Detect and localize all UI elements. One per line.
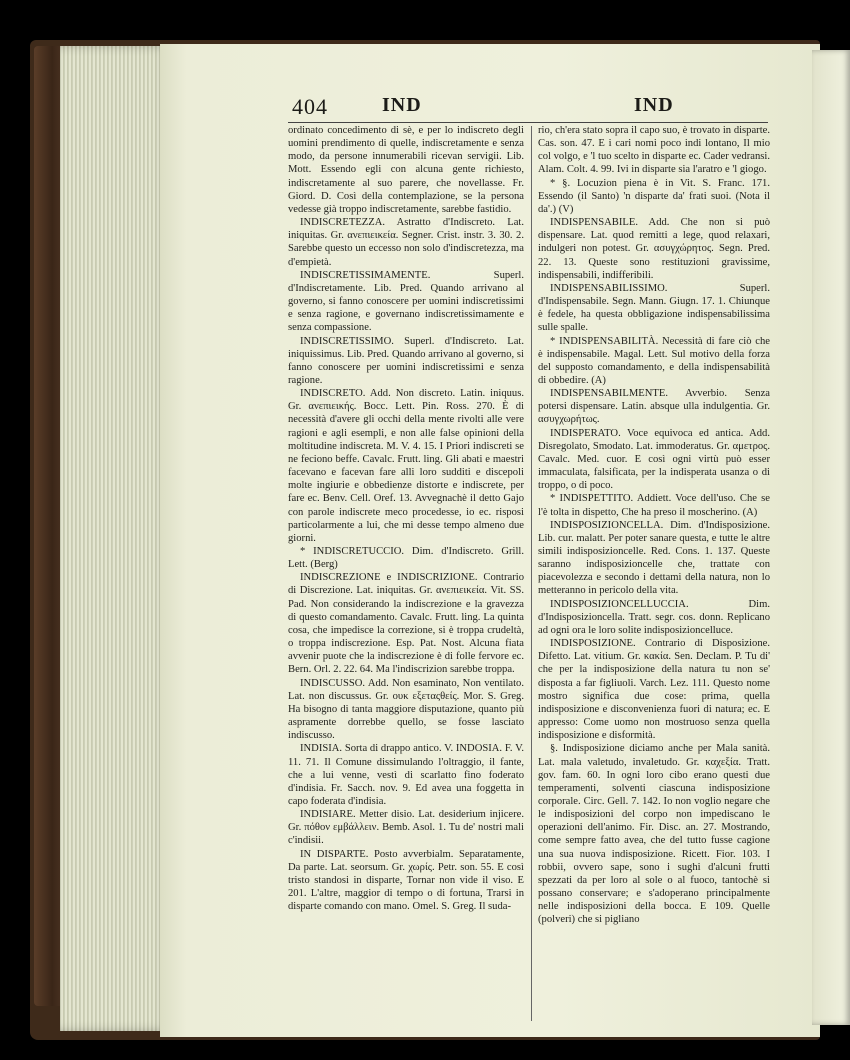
left-column	[288, 124, 524, 1024]
dictionary-entry: INDISCREZIONE e INDISCRIZIONE. Contrario di Discrezione. Lat. iniquitas. Gr. ανεπιεικεία. Vit. SS. Pad. Non considerando la indiscrezione e la gravezza di questo comandamento. Cavalc. Frutt. ling. La quinta cosa, che impedisce la correzione, si è troppa crudeltà, o troppa indiscrezione. Esp. Pat. Nost. Alcuna fiata avvenir puote che la indiscrezione è di folle fervore ec. Bern. Orl. 2. 22. 64. Ma l'indiscrizion sarebbe troppa.	[288, 572, 524, 676]
dictionary-entry: INDISPOSIZIONCELLA. Dim. d'Indisposizione. Lib. cur. malatt. Per poter sanare questa, e tutte le altre simili indisposizioncelle. Red. Cons. 1. 137. Queste saranno indisposizioncelle che, trattate con piacevolezza e secondo i dettami della natura, non lo metteranno in pericolo della vita.	[538, 519, 770, 597]
dictionary-entry: INDISPOSIZIONE. Contrario di Disposizione. Difetto. Lat. vitium. Gr. κακία. Sen. Declam. P. Tu di' che per la indisposizione della natura tu non se' disposta a far figliuoli. Varch. Lez. 111. Questo nome mostro significa due cose: prima, quella indisposizione e disconvenienza fuori di natura; ec. E appresso: Come uomo non mostruoso senza quella indisposizione e disformità.	[538, 638, 770, 742]
page-number: 404	[292, 94, 328, 119]
dictionary-entry: * INDISPETTITO. Addiett. Voce dell'uso. Che se l'è tolta in dispetto, Che ha preso il moscherino. (A)	[538, 493, 770, 518]
dictionary-entry: INDISPENSABILISSIMO. Superl. d'Indispensabile. Segn. Mann. Giugn. 17. 1. Chiunque è fedele, ha questa obbligazione indispensabilissima sulle spalle.	[538, 282, 770, 334]
running-head-left: IND	[382, 94, 422, 116]
dictionary-entry: INDISIARE. Metter disio. Lat. desiderium injicere. Gr. πόθον εμβάλλειν. Bemb. Asol. 1. Tu de' nostri mali c'indisii.	[288, 809, 524, 847]
running-head-right: IND	[634, 94, 674, 116]
header-rule	[288, 122, 768, 123]
dictionary-entry: INDISCUSSO. Add. Non esaminato, Non ventilato. Lat. non discussus. Gr. ουκ εξεταςθείς. Mor. S. Greg. Ha bisogno di tanta maggiore disputazione, quanto più aspramente dorrebbe quello, se fosse lasciato indiscusso.	[288, 677, 524, 742]
dictionary-entry: INDISPOSIZIONCELLUCCIA. Dim. d'Indisposizioncella. Tratt. segr. cos. donn. Replicano ad ogni ora le loro solite indisposizioncelluce.	[538, 598, 770, 636]
dictionary-entry: ordinato concedimento di sè, e per lo indiscreto degli uomini prendimento di quelle, indiscretamente e senza modo, da persone innumerabili ricevan servigii. Lib. Mott. Essendo egli con alcuna gente richiesto, indiscretamente al suo parere, che novellasse. Fr. Giord. D. Così della contemplazione, se la persona vedesse già troppo indiscretamente, sarebbe fastidio.	[288, 125, 524, 215]
right-column	[538, 124, 770, 1024]
dictionary-entry: IN DISPARTE. Posto avverbialm. Separatamente, Da parte. Lat. seorsum. Gr. χωρίς. Petr. son. 55. E così tristo standosi in disparte, Tornar non vide il viso. E 201. L'altre, maggior di tempo o di fortuna, Trarsi in disparte comando con mano. Omel. S. Greg. Il suda-	[288, 848, 524, 913]
dictionary-entry: INDISIA. Sorta di drappo antico. V. INDOSIA. F. V. 11. 71. Il Comune dissimulando l'oltraggio, il fante, che a lui venne, vestì di scarlatto fino foderato d'indisia. Fr. Sacch. nov. 9. Ed avea una foggetta in capo foderata d'indisia.	[288, 743, 524, 807]
dictionary-entry: INDISPENSABILMENTE. Avverbio. Senza potersi dispensare. Latin. absque ulla indulgentia. Gr. ασυγχωρήτως.	[538, 388, 770, 426]
dictionary-entry: INDISCRETEZZA. Astratto d'Indiscreto. Lat. iniquitas. Gr. ανεπιεικεία. Segner. Crist. instr. 3. 30. 2. Sarebbe questo un eccesso non solo d'indiscretezza, ma d'empietà.	[288, 217, 524, 268]
facing-page-edge	[812, 50, 850, 1025]
dictionary-entry: rio, ch'era stato sopra il capo suo, è trovato in disparte. Cas. son. 47. E i cari nomi poco indi lontano, Il mio col volgo, e 'l tuo scelto in disparte ec. Cader vedransi. Alam. Colt. 4. 99. Ivi in disparte sia l'aratro e 'l giogo.	[538, 125, 770, 176]
dictionary-entry: §. Indisposizione diciamo anche per Mala sanità. Lat. mala valetudo, invaletudo. Gr. καχεξία. Tratt. gov. fam. 60. In ogni loro cibo erano questi due temperamenti, solventi ciascuna indisposizione corporale. Circ. Gell. 7. 142. Io non voglio negare che le indisposizioni del corpo non impediscano le operazioni dell'animo. Fir. Disc. an. 27. Mostrando, come sempre fatto avea, che del tutto fusse cagione una sua nuova indisposizione. Ricett. Fior. 103. I robbii, ovvero sape, sono i sughi d'alcuni frutti spezzati da per loro al sole o al fuoco, tantochè si possano conservare; e s'adoperano principalmente nelle indisposizioni della bocca. E 109. Quelle (polveri) che si pigliano	[538, 743, 770, 926]
column-divider	[531, 126, 532, 1021]
dictionary-entry: INDISCRETO. Add. Non discreto. Latin. iniquus. Gr. ανεπιεικής. Bocc. Lett. Pin. Ross. 270. È di necessità d'avere gli occhi della mente rivolti alle vere ragioni e agli esempli, e non alle false opinioni della moltitudine indiscreta. M. V. 4. 15. I Priori indiscreti se ne feciono beffe. Cavalc. Frutt. ling. Gli abati e maestri facevano e facevan fare alli loro sudditi e discepoli molte ingiurie e obbedienze distorte e indiscrete, per fare ec. Benv. Cell. Oref. 13. Avvegnachè il detto Gajo con parole indiscrete meco procedesse, io ec. risposi particolarmente a lui, che mi desse tempo almeno due giorni.	[288, 388, 524, 544]
dictionary-entry: INDISCRETISSIMAMENTE. Superl. d'Indiscretamente. Lib. Pred. Quando arrivano al governo, si fanno conoscere per uomini indiscretissimi e senza ragione, e governano indiscretissimamente e senza compassione.	[288, 269, 524, 334]
dictionary-entry: INDISPERATO. Voce equivoca ed antica. Add. Disregolato, Smodato. Lat. immoderatus. Gr. αμετρος. Cavalc. Med. cuor. E così ogni virtù può esser immaculata, falsificata, per la indisperata usanza o di troppo, o di poco.	[538, 427, 770, 492]
page-block-edges	[60, 46, 170, 1031]
dictionary-entry: * §. Locuzion piena è in Vit. S. Franc. 171. Essendo (il Santo) 'n disparte da' frati suoi. (Nota il da'.) (V)	[538, 177, 770, 215]
dictionary-entry: INDISCRETISSIMO. Superl. d'Indiscreto. Lat. iniquissimus. Lib. Pred. Quando arrivano al governo, si fanno conoscere per uomini indiscretissimi e senza ragione.	[288, 335, 524, 386]
dictionary-entry: * INDISCRETUCCIO. Dim. d'Indiscreto. Grill. Lett. (Berg)	[288, 546, 524, 571]
dictionary-entry: * INDISPENSABILITÀ. Necessità di fare ciò che è indispensabile. Magal. Lett. Sul motivo della forza del supposto comandamento, e della indispensabilità di obbedire. (A)	[538, 335, 770, 386]
dictionary-entry: INDISPENSABILE. Add. Che non si può dispensare. Lat. quod remitti a lege, quod relaxari, indulgeri non potest. Gr. ασυγχώρητος. Segn. Pred. 22. 13. Queste sono restituzioni gravissime, indispensabili, indifferibili.	[538, 217, 770, 281]
